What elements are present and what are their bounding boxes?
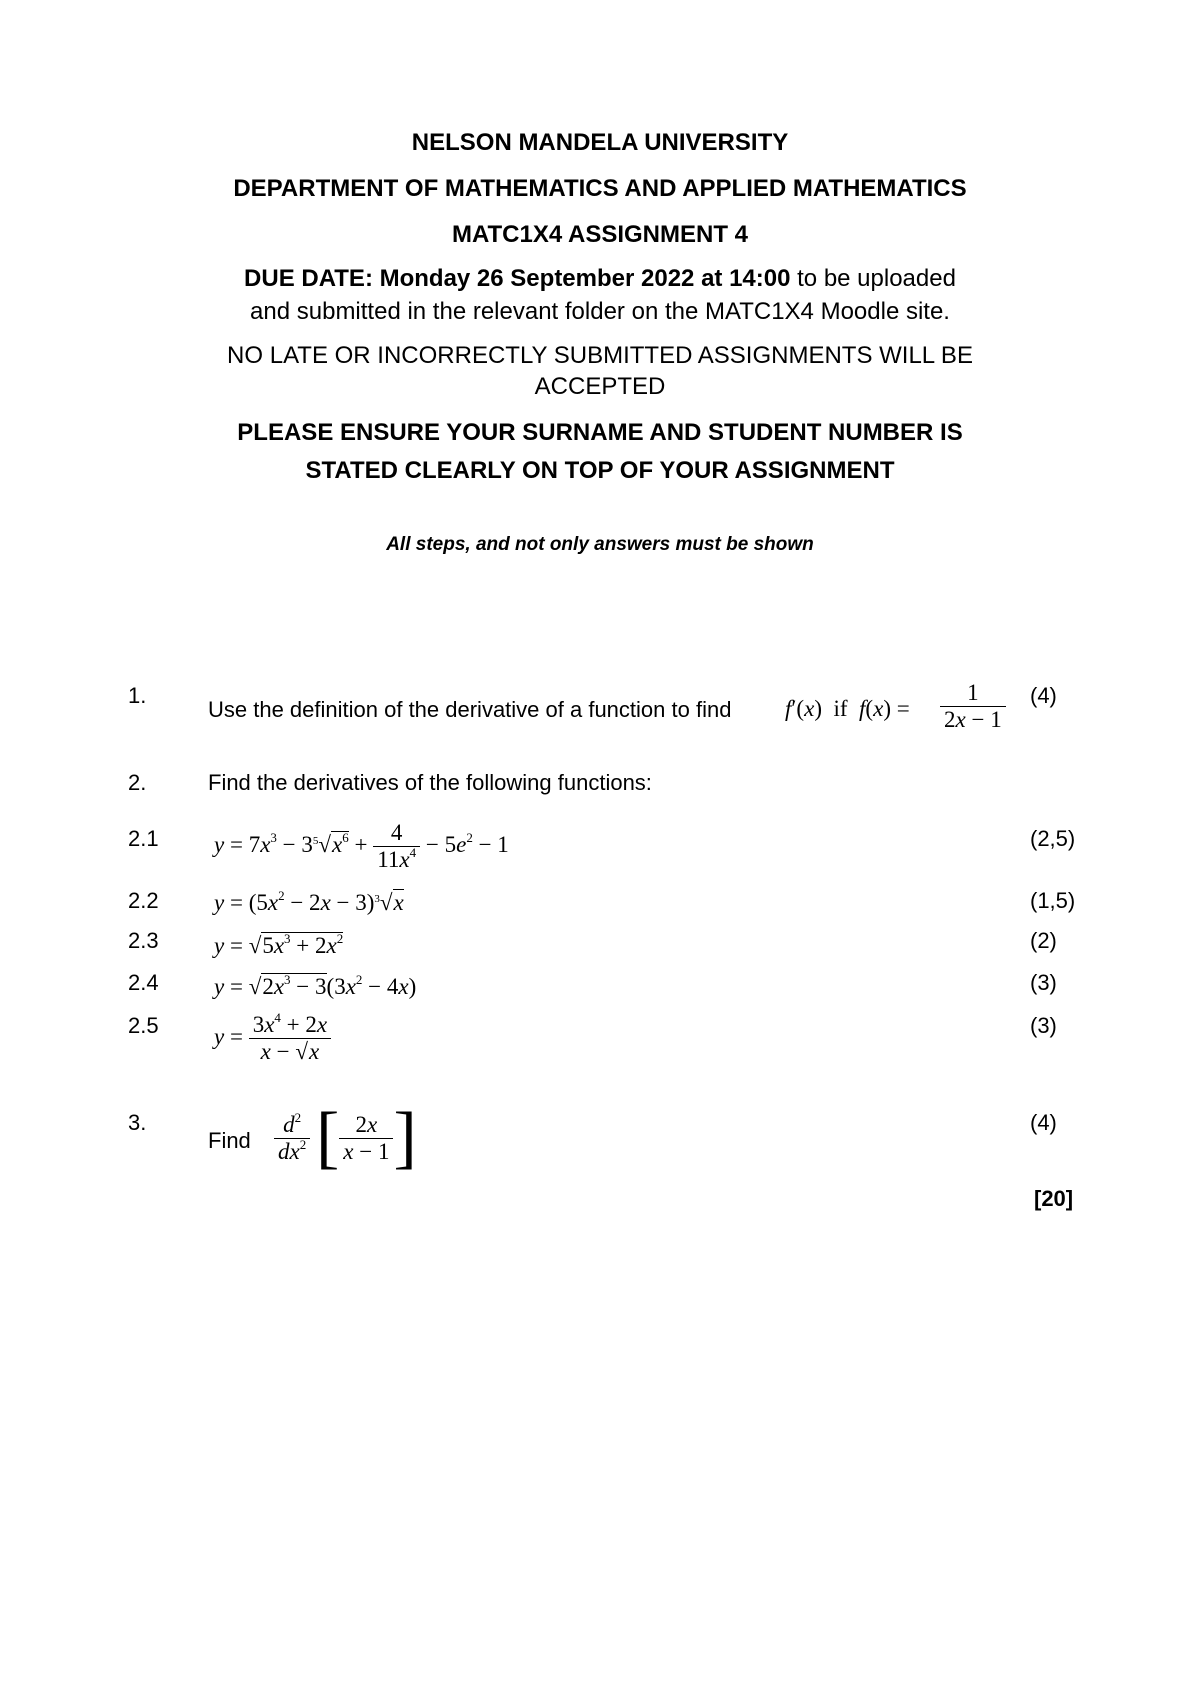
department-name: DEPARTMENT OF MATHEMATICS AND APPLIED MATHEMATICS [233,175,967,202]
question-2-5-number: 2.5 [128,1013,159,1038]
question-1-marks: (4) [1030,683,1057,708]
question-3-marks: (4) [1030,1110,1057,1135]
due-date-rest: to be uploaded [790,265,956,292]
question-3-expression: $\frac{d^2}{dx^2}$ [ $\frac{2x}{x - 1}$ ] [274,1108,417,1168]
question-2-1-number: 2.1 [128,826,159,851]
question-1-fraction: $\frac{1}{2x - 1}$ [940,680,1006,733]
question-2-2-marks: (1,5) [1030,888,1076,913]
assignment-title: MATC1X4 ASSIGNMENT 4 [451,221,749,248]
university-name: NELSON MANDELA UNIVERSITY [411,129,789,156]
question-2-number: 2. [128,770,147,795]
question-3-text: Find [208,1128,251,1153]
total-marks: [20] [1034,1186,1074,1211]
late-warning-line-1: NO LATE OR INCORRECTLY SUBMITTED ASSIGNMENTS WILL BE [227,342,973,369]
due-date-line-2: and submitted in the relevant folder on the MATC1X4 Moodle site. [250,298,950,325]
question-2-1-marks: (2,5) [1030,826,1076,851]
question-1-text: Use the definition of the derivative of a function to find [208,697,732,722]
question-2-5-expression: y = $\frac{3x^4 + 2x}{x - √x}$ [214,1012,331,1065]
question-2-3-number: 2.3 [128,928,159,953]
ensure-line-1: PLEASE ENSURE YOUR SURNAME AND STUDENT NUMBER IS [237,419,963,446]
question-2-2-number: 2.2 [128,888,159,913]
question-2-1-expression: $y = 7x^3 - 3^5√x^6$ + $\frac{4}{11x^4}$ − $5e^2 - 1$ [214,820,509,872]
question-3-number: 3. [128,1110,147,1135]
question-2-4-expression: $y = √2x^3 - 3(3x^2 - 4x)$ [214,972,417,999]
steps-note: All steps, and not only answers must be shown [386,534,814,555]
due-date-label: DUE DATE: Monday 26 September 2022 at 14:00 [244,265,791,292]
ensure-line-2: STATED CLEARLY ON TOP OF YOUR ASSIGNMENT [305,457,895,484]
question-2-2-expression: $y = (5x^2 - 2x - 3)^3√x$ [214,888,404,915]
question-1-fprime: f′(x) if f(x) = [785,696,910,721]
question-2-3-expression: $y = √5x^3 + 2x^2$ [214,931,344,958]
question-1-number: 1. [128,683,147,708]
question-2-4-marks: (3) [1030,970,1057,995]
due-date-line [0,264,1200,294]
question-2-4-number: 2.4 [128,970,159,995]
question-2-5-marks: (3) [1030,1013,1057,1038]
question-2-text: Find the derivatives of the following functions: [208,770,652,795]
late-warning-line-2: ACCEPTED [534,373,666,400]
question-2-3-marks: (2) [1030,928,1057,953]
